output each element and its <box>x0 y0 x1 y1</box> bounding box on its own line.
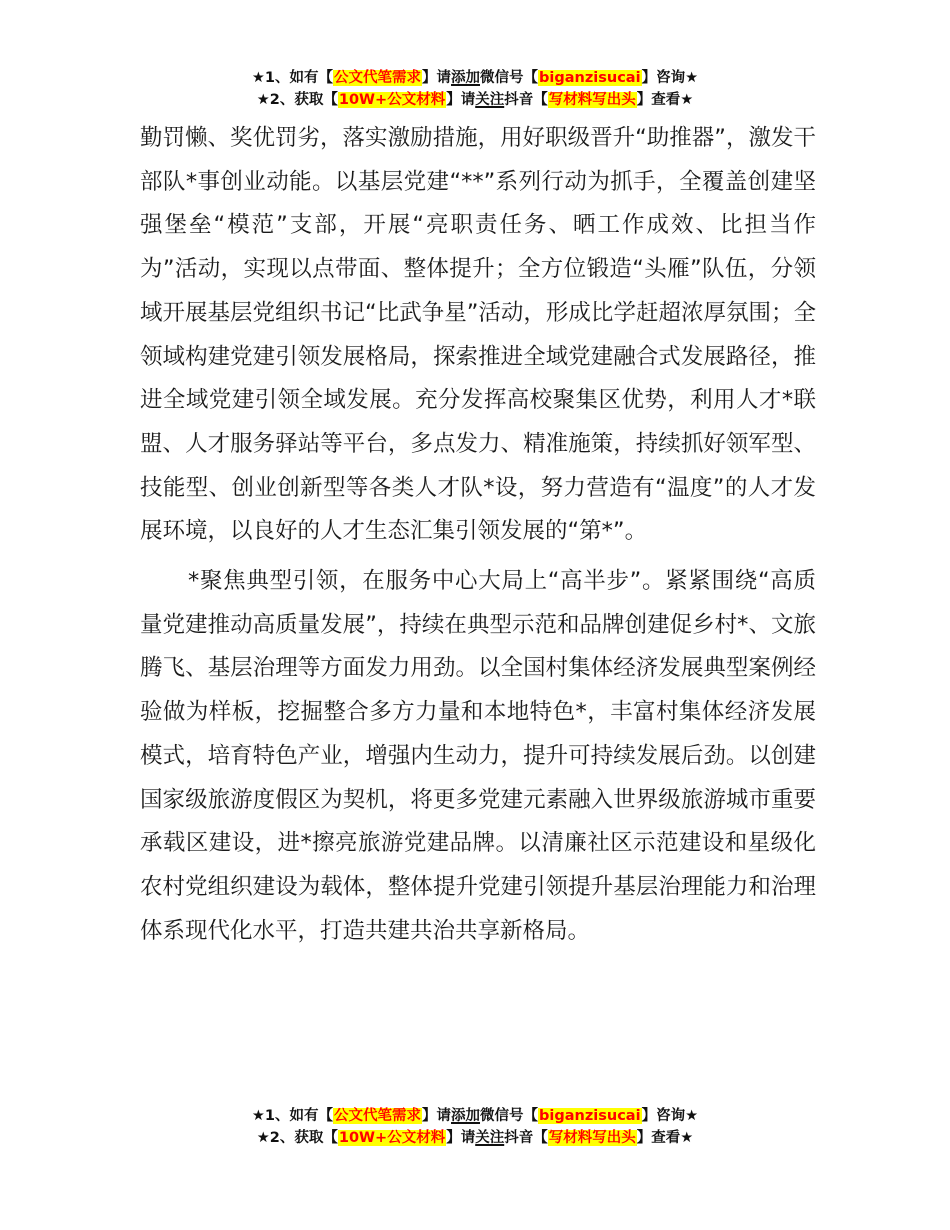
footer-line-2-prefix: ★2、获取【 <box>256 1130 338 1146</box>
banner-line-1-prefix: ★1、如有【 <box>251 70 334 86</box>
footer-line-1-middle-2: 微信号【 <box>480 1108 539 1124</box>
footer-line-1-middle: 】请 <box>422 1108 452 1124</box>
footer-line-2-middle-2: 抖音【 <box>504 1130 548 1146</box>
footer-banner-line-1 <box>0 1105 950 1127</box>
banner-highlight-service: 公文代笔需求 <box>334 70 422 86</box>
footer-banner-line-2 <box>0 1127 950 1149</box>
banner-highlight-douyin-account: 写材料写出头 <box>548 92 636 108</box>
footer-underlined-follow: 关注 <box>475 1130 505 1146</box>
footer-highlight-service: 公文代笔需求 <box>334 1108 422 1124</box>
banner-line-1 <box>0 67 950 89</box>
banner-line-2-middle: 】请 <box>446 92 476 108</box>
paragraph-talent-incentives: 勤罚懒、奖优罚劣，落实激励措施，用好职级晋升“助推器”，激发干部队*事创业动能。以基层党建“**”系列行动为抓手，全覆盖创建坚强堡垒“模范”支部，开展“亮职责任务、晒工作成效、比担当作为”活动，实现以点带面、整体提升；全方位锻造“头雁”队伍，分领域开展基层党组织书记“比武争星”活动，形成比学赶超浓厚氛围；全领域构建党建引领发展格局，探索推进全域党建融合式发展路径，推进全域党建引领全域发展。充分发挥高校聚集区优势，利用人才*联盟、人才服务驿站等平台，多点发力、精准施策，持续抓好领军型、技能型、创业创新型等各类人才队*设，努力营造有“温度”的人才发展环境，以良好的人才生态汇集引领发展的“第*”。 <box>140 125 816 545</box>
footer-line-2-suffix: 】查看★ <box>636 1130 694 1146</box>
footer-highlight-materials: 10W+公文材料 <box>338 1130 446 1146</box>
banner-line-2-middle-2: 抖音【 <box>504 92 548 108</box>
footer-line-1-prefix: ★1、如有【 <box>251 1108 334 1124</box>
banner-line-2-suffix: 】查看★ <box>636 92 694 108</box>
banner-underlined-follow: 关注 <box>475 92 505 108</box>
paragraph-typical-leadership: *聚焦典型引领，在服务中心大局上“高半步”。紧紧围绕“高质量党建推动高质量发展”，持续在典型示范和品牌创建促乡村*、文旅腾飞、基层治理等方面发力用劲。以全国村集体经济发展典型案例经验做为样板，挖掘整合多方力量和本地特色*，丰富村集体经济发展模式，培育特色产业，增强内生动力，提升可持续发展后劲。以创建国家级旅游度假区为契机，将更多党建元素融入世界级旅游城市重要承载区建设，进*擦亮旅游党建品牌。以清廉社区示范建设和星级化农村党组织建设为载体，整体提升党建引领提升基层治理能力和治理体系现代化水平，打造共建共治共享新格局。 <box>140 568 816 944</box>
footer-highlight-douyin-account: 写材料写出头 <box>548 1130 636 1146</box>
footer-highlight-wechat-id: biganzisucai <box>539 1108 641 1124</box>
banner-underlined-add: 添加 <box>451 70 481 86</box>
header-banner <box>0 67 950 111</box>
banner-highlight-wechat-id: biganzisucai <box>539 70 641 86</box>
banner-highlight-materials: 10W+公文材料 <box>338 92 446 108</box>
banner-line-2 <box>0 89 950 111</box>
banner-line-2-prefix: ★2、获取【 <box>256 92 338 108</box>
banner-line-1-middle-2: 微信号【 <box>480 70 539 86</box>
footer-underlined-add: 添加 <box>451 1108 481 1124</box>
document-body <box>140 117 816 953</box>
banner-line-1-middle: 】请 <box>422 70 452 86</box>
footer-line-2-middle: 】请 <box>446 1130 476 1146</box>
footer-line-1-suffix: 】咨询★ <box>641 1108 699 1124</box>
footer-banner <box>0 1105 950 1149</box>
banner-line-1-suffix: 】咨询★ <box>641 70 699 86</box>
